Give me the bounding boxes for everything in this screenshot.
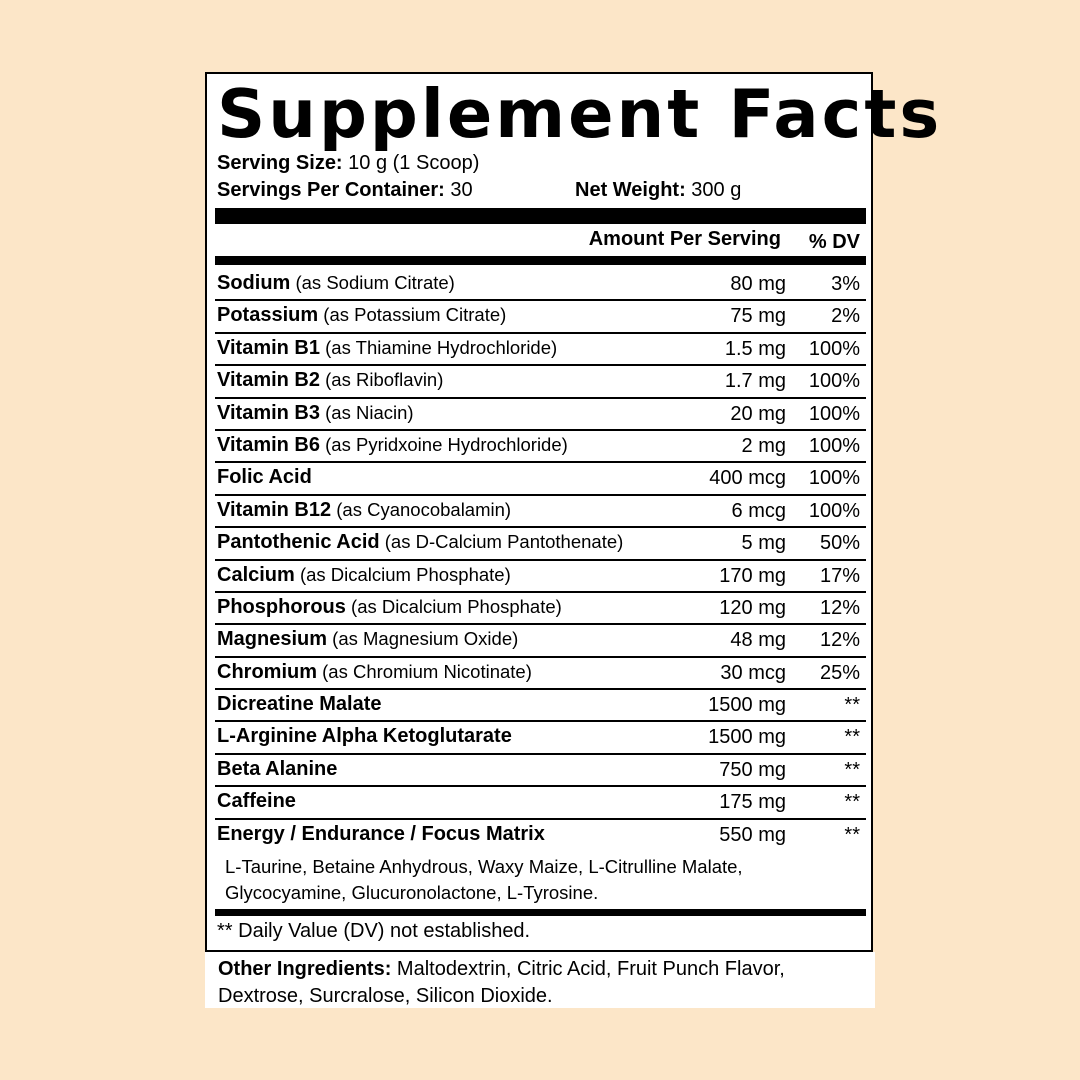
nutrient-name-text: Caffeine xyxy=(217,790,296,813)
nutrient-amount: 175 mg xyxy=(719,791,786,814)
thick-divider-header xyxy=(215,256,866,265)
nutrient-amount: 80 mg xyxy=(730,273,786,295)
nutrient-amount: 75 mg xyxy=(730,305,786,328)
nutrient-dv: 2% xyxy=(831,305,860,328)
nutrient-name-text: Chromium xyxy=(217,660,317,683)
nutrient-source: (as Cyanocobalamin) xyxy=(331,498,512,520)
table-row xyxy=(215,755,866,787)
nutrient-name xyxy=(217,564,511,587)
nutrient-amount: 6 mcg xyxy=(731,499,786,522)
nutrient-dv: 100% xyxy=(808,434,860,457)
nutrient-source: (as Potassium Citrate) xyxy=(318,304,507,326)
net-weight-value: 300 g xyxy=(685,179,742,201)
nutrient-amount: 30 mcg xyxy=(720,661,786,684)
nutrient-dv: 100% xyxy=(808,499,860,522)
table-row xyxy=(215,399,866,431)
nutrient-amount: 120 mg xyxy=(719,596,786,619)
nutrient-dv: 100% xyxy=(808,370,860,393)
net-weight xyxy=(575,177,741,203)
nutrient-dv: 12% xyxy=(819,596,860,619)
table-row xyxy=(215,658,866,690)
matrix-amount: 550 mg xyxy=(719,823,786,846)
thick-divider-bottom xyxy=(215,909,866,916)
table-row xyxy=(215,528,866,560)
nutrient-dv: 100% xyxy=(808,337,860,360)
table-row xyxy=(215,625,866,657)
matrix-ingredients-line: Glycocyamine, Glucuronolactone, L-Tyrosine. xyxy=(225,881,599,903)
nutrient-table xyxy=(215,269,866,914)
supplement-facts-panel xyxy=(205,72,943,952)
nutrient-dv: ** xyxy=(844,726,860,749)
nutrient-name-text: Vitamin B12 xyxy=(217,498,332,521)
nutrient-name-text: Vitamin B2 xyxy=(217,369,320,392)
table-row xyxy=(215,722,866,754)
nutrient-amount: 2 mg xyxy=(741,434,786,457)
nutrient-dv: ** xyxy=(844,694,860,717)
nutrient-source: (as Dicalcium Phosphate) xyxy=(294,563,511,585)
nutrient-amount: 1.5 mg xyxy=(724,337,786,360)
nutrient-name-text: Folic Acid xyxy=(217,466,312,489)
nutrient-source: (as Thiamine Hydrochloride) xyxy=(320,336,558,358)
nutrient-name-text: Magnesium xyxy=(217,628,328,651)
table-row xyxy=(215,301,866,333)
nutrient-dv: ** xyxy=(844,758,860,781)
nutrient-amount: 1.7 mg xyxy=(724,370,786,393)
nutrient-name-text: Dicreatine Malate xyxy=(217,693,382,716)
nutrient-amount: 1500 mg xyxy=(708,694,786,717)
nutrient-amount: 5 mg xyxy=(741,532,786,555)
nutrient-name xyxy=(217,758,337,781)
nutrient-dv: 17% xyxy=(819,564,860,587)
nutrient-name-text: Sodium xyxy=(217,272,291,294)
nutrient-name xyxy=(217,304,506,327)
nutrient-name-text: Beta Alanine xyxy=(217,757,338,780)
nutrient-name-text: Pantothenic Acid xyxy=(217,531,380,554)
nutrient-dv: 100% xyxy=(808,402,860,425)
nutrient-source: (as Magnesium Oxide) xyxy=(327,628,519,650)
table-row xyxy=(215,593,866,625)
servings-per-container-value: 30 xyxy=(444,179,473,201)
dv-footnote: ** Daily Value (DV) not established. xyxy=(217,920,531,942)
matrix-row xyxy=(215,820,866,914)
nutrient-name xyxy=(217,661,532,684)
nutrient-dv: 12% xyxy=(819,629,860,652)
nutrient-name-text: Vitamin B1 xyxy=(217,336,320,359)
nutrient-name xyxy=(217,466,312,489)
nutrient-dv: 50% xyxy=(819,532,860,555)
other-ingredients-label: Other Ingredients: xyxy=(218,958,392,980)
nutrient-name xyxy=(217,499,511,522)
serving-size-label: Serving Size: xyxy=(217,152,343,174)
nutrient-source: (as Riboflavin) xyxy=(320,369,444,391)
nutrient-name xyxy=(217,596,562,619)
panel-title: Supplement Facts xyxy=(217,75,943,153)
nutrient-source: (as Sodium Citrate) xyxy=(290,272,455,293)
nutrient-name xyxy=(217,531,623,554)
nutrient-source: (as D-Calcium Pantothenate) xyxy=(379,531,624,553)
nutrient-name xyxy=(217,725,512,748)
amount-per-serving-header: Amount Per Serving xyxy=(588,228,781,250)
table-row xyxy=(215,463,866,495)
nutrient-name-text: Vitamin B3 xyxy=(217,401,320,424)
matrix-dv: ** xyxy=(844,823,860,846)
table-row xyxy=(215,787,866,819)
table-row xyxy=(215,431,866,463)
nutrient-name-text: Potassium xyxy=(217,304,319,327)
nutrient-name-text: L-Arginine Alpha Ketoglutarate xyxy=(217,725,512,748)
thick-divider-top xyxy=(215,208,866,224)
nutrient-amount: 750 mg xyxy=(719,758,786,781)
nutrient-source: (as Pyridxoine Hydrochloride) xyxy=(320,433,568,455)
table-row xyxy=(215,334,866,366)
nutrient-name xyxy=(217,337,557,360)
nutrient-name-text: Phosphorous xyxy=(217,595,346,618)
other-ingredients-text: Maltodextrin, Citric Acid, Fruit Punch Flavor, Dextrose, Surcralose, Silicon Dioxide. xyxy=(218,958,785,1007)
nutrient-name xyxy=(217,272,455,295)
nutrient-amount: 1500 mg xyxy=(708,726,786,749)
nutrient-dv: 25% xyxy=(819,661,860,684)
nutrient-dv: 100% xyxy=(808,467,860,490)
nutrient-amount: 170 mg xyxy=(719,564,786,587)
matrix-ingredients-line: L-Taurine, Betaine Anhydrous, Waxy Maize, L-Citrulline Malate, xyxy=(225,855,743,877)
nutrient-name xyxy=(217,790,296,813)
table-row xyxy=(215,496,866,528)
nutrient-name xyxy=(217,369,443,392)
column-header xyxy=(215,226,866,260)
nutrient-name-text: Calcium xyxy=(217,563,295,586)
nutrient-source: (as Dicalcium Phosphate) xyxy=(345,595,562,617)
nutrient-name xyxy=(217,434,568,457)
nutrient-dv: 3% xyxy=(831,273,860,295)
nutrient-name-text: Vitamin B6 xyxy=(217,433,320,456)
net-weight-label: Net Weight: xyxy=(575,179,686,201)
nutrient-source: (as Chromium Nicotinate) xyxy=(317,660,532,682)
nutrient-name xyxy=(217,628,518,651)
servings-per-container-label: Servings Per Container: xyxy=(217,179,445,201)
nutrient-amount: 20 mg xyxy=(730,402,786,425)
servings-per-container xyxy=(217,177,473,203)
nutrient-amount: 400 mcg xyxy=(709,467,786,490)
nutrient-name xyxy=(217,693,382,716)
nutrient-dv: ** xyxy=(844,791,860,814)
matrix-name: Energy / Endurance / Focus Matrix xyxy=(217,822,545,845)
nutrient-amount: 48 mg xyxy=(730,629,786,652)
table-row xyxy=(215,269,866,301)
matrix-ingredients xyxy=(225,854,785,906)
table-row xyxy=(215,561,866,593)
table-row xyxy=(215,366,866,398)
serving-size-value: 10 g (1 Scoop) xyxy=(342,152,480,174)
dv-header: % DV xyxy=(808,231,860,253)
other-ingredients xyxy=(205,952,875,1008)
nutrient-name xyxy=(217,402,414,425)
table-row xyxy=(215,690,866,722)
serving-size xyxy=(217,150,479,176)
nutrient-source: (as Niacin) xyxy=(320,401,414,423)
